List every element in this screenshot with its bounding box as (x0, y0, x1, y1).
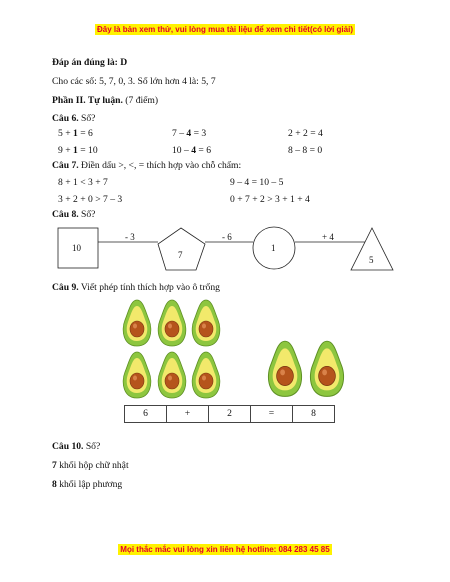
number-chain-diagram (0, 222, 450, 274)
answer-cell[interactable]: 2 (208, 406, 250, 422)
header-banner: Đây là bản xem thử, vui lòng mua tài liệu để xem chi tiết(có lời giải) (97, 25, 353, 34)
q6-item: 7 – 4 = 3 (172, 128, 207, 139)
operation-label: + 4 (322, 232, 334, 242)
q7-item: 0 + 7 + 2 > 3 + 1 + 4 (230, 194, 310, 205)
q10-line: 8 khối lập phương (52, 479, 123, 490)
q7-heading: Câu 7. Điền dấu >, <, = thích hợp vào chỗ chấm: (52, 160, 242, 171)
avocado-icon (192, 300, 220, 346)
answer-cell[interactable]: 6 (143, 408, 148, 419)
q6-item: 8 – 8 = 0 (288, 145, 323, 156)
explanation-text: Cho các số: 5, 7, 0, 3. Số lớn hơn 4 là: 5, 7 (52, 76, 216, 87)
triangle-value: 5 (369, 255, 374, 265)
avocado-icon (123, 300, 151, 346)
q6-item: 5 + 1 = 6 (58, 128, 93, 139)
pentagon-shape (158, 228, 205, 270)
q6-item: 9 + 1 = 10 (58, 145, 98, 156)
q9-heading: Câu 9. Viết phép tính thích hợp vào ô trống (52, 282, 220, 293)
pentagon-value: 7 (178, 250, 183, 260)
circle-value: 1 (271, 243, 276, 253)
avocado-icon (123, 352, 151, 398)
avocado-icon (310, 341, 343, 396)
part2-heading: Phần II. Tự luận. (7 điểm) (52, 95, 159, 106)
operation-label: - 6 (222, 232, 232, 242)
q6-item: 2 + 2 = 4 (288, 128, 323, 139)
operation-label: - 3 (125, 232, 135, 242)
avocado-icon (158, 300, 186, 346)
avocado-icon (158, 352, 186, 398)
q7-item: 3 + 2 + 0 > 7 – 3 (58, 194, 123, 205)
q8-heading: Câu 8. Số? (52, 209, 96, 220)
answer-table (124, 405, 335, 423)
answer-label: Đáp án đúng là: D (52, 57, 128, 68)
q6-item: 10 – 4 = 6 (172, 145, 211, 156)
q6-heading: Câu 6. Số? (52, 113, 96, 124)
avocado-icon (268, 341, 301, 396)
answer-cell[interactable]: + (166, 406, 208, 422)
q10-line: 7 khối hộp chữ nhật (52, 460, 129, 471)
answer-cell[interactable]: 8 (292, 406, 334, 422)
answer-cell[interactable]: = (250, 406, 292, 422)
avocado-illustration (0, 294, 450, 404)
q7-item: 8 + 1 < 3 + 7 (58, 177, 108, 188)
q7-item: 9 – 4 = 10 – 5 (230, 177, 284, 188)
square-value: 10 (72, 243, 81, 253)
footer-banner: Mọi thắc mắc vui lòng xin liên hệ hotline: 084 283 45 85 (120, 545, 330, 554)
q10-heading: Câu 10. Số? (52, 441, 101, 452)
avocado-icon (192, 352, 220, 398)
